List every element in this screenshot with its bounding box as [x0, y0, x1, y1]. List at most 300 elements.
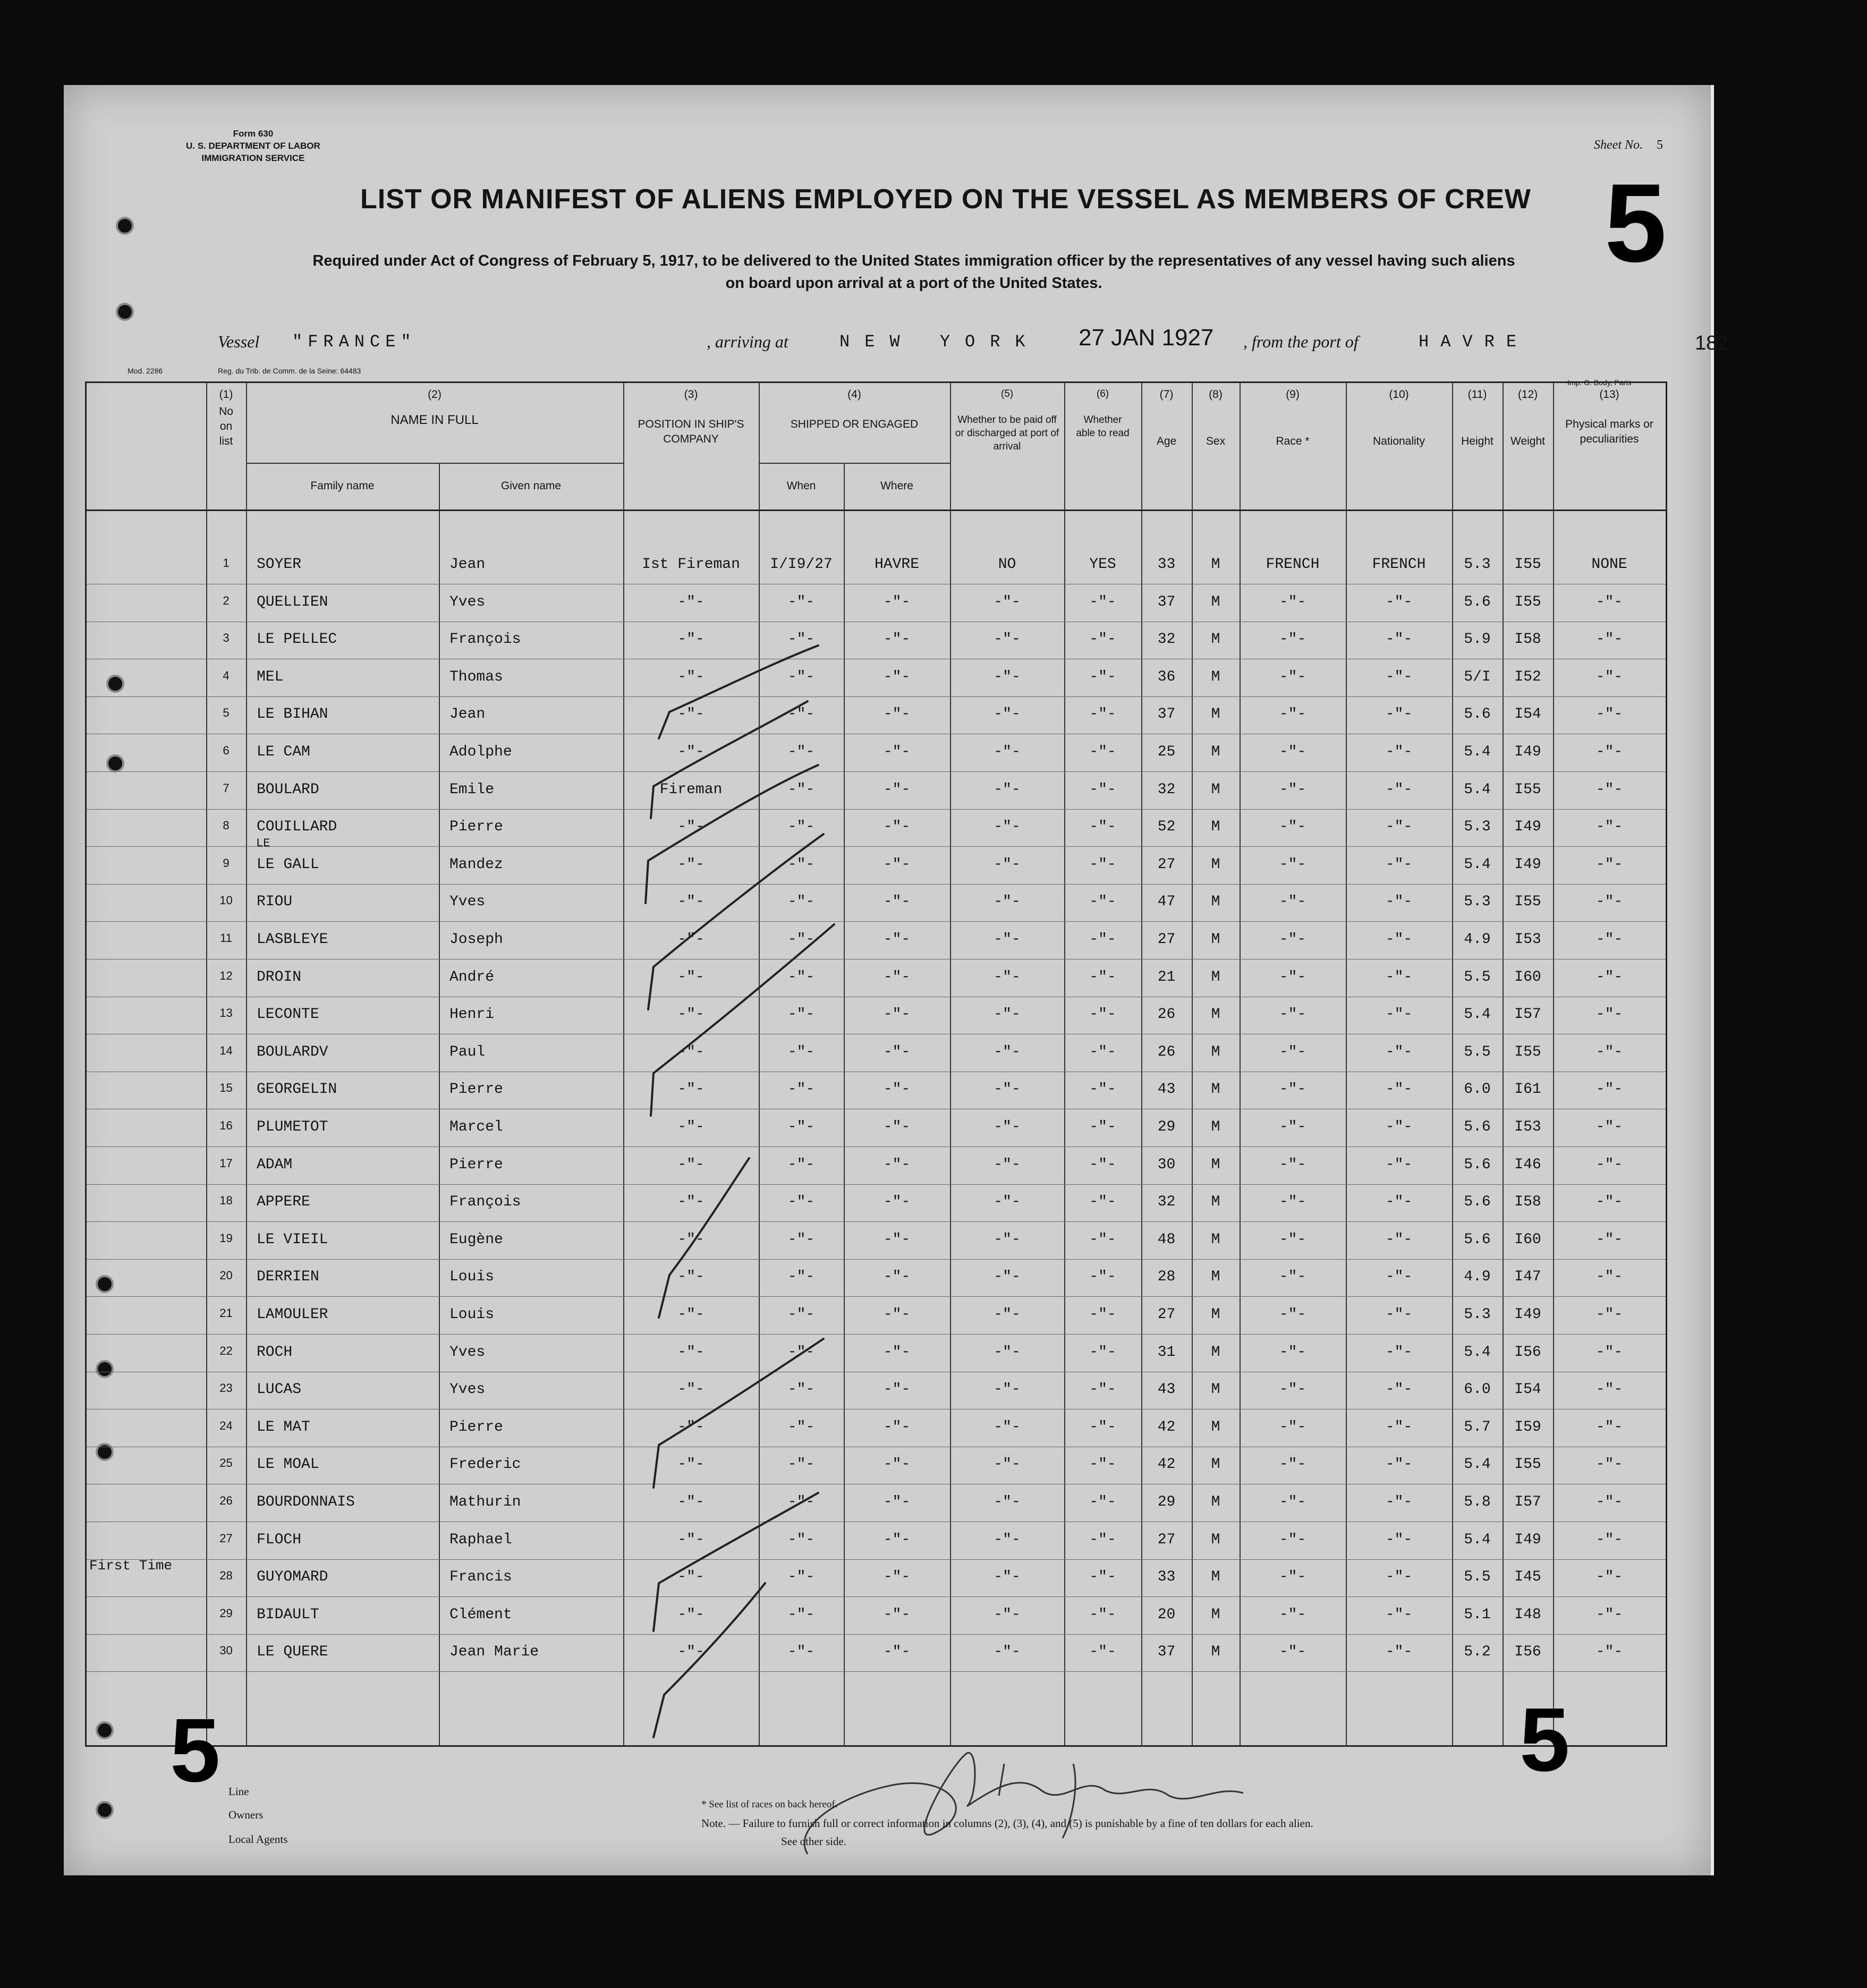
cell-family-name: APPERE: [257, 1194, 310, 1211]
row-rule: [87, 1146, 1666, 1147]
cell-weight: I49: [1514, 744, 1541, 760]
cell-height: 4.9: [1464, 1269, 1491, 1286]
cell-able-to-read: -"-: [1089, 781, 1116, 798]
cell-age: 47: [1157, 894, 1176, 911]
cell-given-name: Pierre: [449, 1156, 503, 1173]
cell-shipped-where: -"-: [883, 894, 911, 911]
cell-shipped-where: -"-: [883, 1194, 911, 1211]
cell-height: 5.4: [1464, 1344, 1491, 1361]
cell-family-name: LE BIHAN: [257, 706, 328, 723]
cell-race: -"-: [1279, 1269, 1306, 1286]
cell-sex: M: [1211, 706, 1220, 723]
col11-header: (11) Height: [1461, 388, 1493, 447]
cell-weight: I55: [1514, 894, 1541, 911]
cell-row-number: 26: [219, 1494, 233, 1507]
cell-able-to-read: -"-: [1089, 968, 1116, 985]
cell-age: 43: [1157, 1081, 1176, 1098]
table-row: [87, 661, 1666, 699]
cell-family-name: ADAM: [257, 1156, 293, 1173]
cell-shipped-where: -"-: [883, 744, 911, 760]
cell-age: 37: [1157, 706, 1176, 723]
cell-shipped-where: -"-: [883, 1306, 911, 1323]
table-row: [87, 774, 1666, 811]
cell-weight: I58: [1514, 631, 1541, 648]
cell-given-name: Pierre: [449, 1418, 503, 1435]
printer-line: Imp. G. Body, Paris: [1567, 378, 1632, 387]
cell-row-number: 24: [219, 1418, 233, 1432]
department-name: U. S. DEPARTMENT OF LABOR: [186, 141, 320, 151]
table-row: [87, 1486, 1666, 1524]
cell-given-name: Thomas: [449, 668, 503, 685]
cell-age: 29: [1157, 1119, 1176, 1135]
cell-able-to-read: -"-: [1089, 819, 1116, 836]
cell-weight: I55: [1514, 781, 1541, 798]
cell-able-to-read: -"-: [1089, 1006, 1116, 1023]
cell-position: -"-: [677, 894, 705, 911]
inspector-signature: [776, 1732, 1275, 1859]
cell-nationality: -"-: [1385, 1418, 1413, 1435]
cell-height: 5.6: [1464, 1119, 1491, 1135]
cell-family-name: LE GALL: [257, 856, 319, 873]
cell-shipped-when: -"-: [787, 1418, 815, 1435]
cell-paid-off: -"-: [994, 1156, 1021, 1173]
cell-given-name: Adolphe: [449, 744, 512, 760]
cell-weight: I49: [1514, 819, 1541, 836]
cell-family-name: GEORGELIN: [257, 1081, 337, 1098]
penalty-note: Note. — Failure to furnish full or correct information in columns (2), (3), (4), and (5) is punishable by a fine of ten dollars for each alien.: [701, 1817, 1313, 1830]
cell-family-name: LE PELLEC: [257, 631, 337, 648]
page-title: LIST OR MANIFEST OF ALIENS EMPLOYED ON THE VESSEL AS MEMBERS OF CREW: [360, 184, 1531, 215]
cell-shipped-when: -"-: [787, 1531, 815, 1548]
cell-sex: M: [1211, 894, 1220, 911]
cell-nationality: -"-: [1385, 1119, 1413, 1135]
punch-hole: [116, 217, 134, 235]
cell-row-number: 15: [219, 1081, 233, 1095]
cell-height: 6.0: [1464, 1081, 1491, 1098]
cell-nationality: -"-: [1385, 706, 1413, 723]
cell-paid-off: -"-: [994, 1231, 1021, 1248]
cell-sex: M: [1211, 1119, 1220, 1135]
cell-given-name: Yves: [449, 1344, 486, 1361]
cell-position: -"-: [677, 593, 705, 610]
cell-race: -"-: [1279, 1156, 1306, 1173]
vessel-name: "FRANCE": [292, 332, 417, 352]
cell-age: 28: [1157, 1269, 1176, 1286]
table-row: [87, 886, 1666, 923]
cell-physical-marks: -"-: [1596, 1344, 1623, 1361]
cell-age: 48: [1157, 1231, 1176, 1248]
cell-row-number: 21: [219, 1306, 233, 1320]
form-header: [186, 128, 320, 164]
cell-able-to-read: -"-: [1089, 931, 1116, 948]
cell-weight: I55: [1514, 556, 1541, 573]
cell-paid-off: -"-: [994, 819, 1021, 836]
cell-race: -"-: [1279, 1194, 1306, 1211]
cell-height: 6.0: [1464, 1381, 1491, 1398]
cell-weight: I48: [1514, 1606, 1541, 1623]
cell-height: 5.4: [1464, 1006, 1491, 1023]
cell-physical-marks: -"-: [1596, 1156, 1623, 1173]
manifest-sheet: [64, 85, 1729, 1875]
cell-position: -"-: [677, 706, 705, 723]
cell-physical-marks: -"-: [1596, 631, 1623, 648]
cell-shipped-when: -"-: [787, 1381, 815, 1398]
cell-nationality: -"-: [1385, 1081, 1413, 1098]
cell-weight: I49: [1514, 1306, 1541, 1323]
table-row: [87, 1524, 1666, 1561]
cell-age: 26: [1157, 1006, 1176, 1023]
cell-able-to-read: -"-: [1089, 668, 1116, 685]
cell-given-name: Eugène: [449, 1231, 503, 1248]
cell-family-name: BIDAULT: [257, 1606, 319, 1623]
cell-height: 5.5: [1464, 1043, 1491, 1060]
cell-weight: I45: [1514, 1569, 1541, 1586]
row-rule: [87, 1559, 1666, 1560]
cell-age: 36: [1157, 668, 1176, 685]
cell-family-name: COUILLARD: [257, 819, 337, 836]
cell-position: -"-: [677, 819, 705, 836]
family-name-header: Family name: [310, 480, 375, 492]
cell-shipped-when: -"-: [787, 668, 815, 685]
table-row: [87, 1186, 1666, 1224]
cell-position: -"-: [677, 1569, 705, 1586]
cell-able-to-read: -"-: [1089, 1231, 1116, 1248]
cell-age: 37: [1157, 1644, 1176, 1661]
cell-family-name: BOURDONNAIS: [257, 1494, 355, 1510]
cell-age: 31: [1157, 1344, 1176, 1361]
cell-shipped-when: -"-: [787, 1644, 815, 1661]
cell-shipped-when: -"-: [787, 1043, 815, 1060]
cell-shipped-when: -"-: [787, 593, 815, 610]
cell-age: 27: [1157, 931, 1176, 948]
cell-row-number: 7: [223, 781, 230, 795]
cell-shipped-where: -"-: [883, 1569, 911, 1586]
cell-nationality: -"-: [1385, 856, 1413, 873]
cell-shipped-where: -"-: [883, 1269, 911, 1286]
cell-family-name: SOYER: [257, 556, 302, 573]
cell-shipped-where: -"-: [883, 931, 911, 948]
from-label: , from the port of: [1243, 332, 1359, 351]
cell-height: 5/I: [1464, 668, 1491, 685]
cell-age: 32: [1157, 1194, 1176, 1211]
cell-physical-marks: -"-: [1596, 1081, 1623, 1098]
cell-paid-off: -"-: [994, 1269, 1021, 1286]
cell-nationality: -"-: [1385, 1231, 1413, 1248]
cell-race: -"-: [1279, 668, 1306, 685]
cell-position: -"-: [677, 1418, 705, 1435]
table-row: [87, 1149, 1666, 1186]
cell-shipped-where: -"-: [883, 1043, 911, 1060]
cell-weight: I49: [1514, 1531, 1541, 1548]
cell-paid-off: -"-: [994, 1119, 1021, 1135]
cell-physical-marks: -"-: [1596, 1418, 1623, 1435]
cell-position: -"-: [677, 1081, 705, 1098]
cell-able-to-read: -"-: [1089, 1119, 1116, 1135]
cell-physical-marks: -"-: [1596, 1644, 1623, 1661]
col6-header: (6) Whether able to read: [1076, 388, 1130, 439]
cell-height: 5.5: [1464, 1569, 1491, 1586]
cell-sex: M: [1211, 1306, 1220, 1323]
table-row: [87, 924, 1666, 961]
cell-height: 5.4: [1464, 856, 1491, 873]
cell-row-number: 18: [219, 1194, 233, 1208]
sheet-number: [1594, 138, 1663, 152]
table-row: [87, 587, 1666, 624]
cell-height: 4.9: [1464, 931, 1491, 948]
cell-weight: I54: [1514, 1381, 1541, 1398]
cell-position: -"-: [677, 968, 705, 985]
cell-able-to-read: -"-: [1089, 1344, 1116, 1361]
cell-given-name: Marcel: [449, 1119, 503, 1135]
cell-paid-off: -"-: [994, 1006, 1021, 1023]
cell-paid-off: -"-: [994, 781, 1021, 798]
table-row: [87, 1037, 1666, 1074]
cell-weight: I57: [1514, 1006, 1541, 1023]
cell-given-name: Yves: [449, 593, 486, 610]
table-row: [87, 999, 1666, 1036]
service-name: IMMIGRATION SERVICE: [201, 153, 305, 163]
cell-row-number: 1: [223, 556, 230, 570]
cell-sex: M: [1211, 1344, 1220, 1361]
row-rule: [87, 1634, 1666, 1635]
cell-paid-off: -"-: [994, 1043, 1021, 1060]
cell-weight: I60: [1514, 1231, 1541, 1248]
cell-race: -"-: [1279, 706, 1306, 723]
cell-given-name: Pierre: [449, 1081, 503, 1098]
cell-given-name: Pierre: [449, 819, 503, 836]
cell-sex: M: [1211, 556, 1220, 573]
cell-shipped-where: HAVRE: [874, 556, 919, 573]
cell-shipped-where: -"-: [883, 781, 911, 798]
cell-sex: M: [1211, 1644, 1220, 1661]
cell-given-name: Clément: [449, 1606, 512, 1623]
cell-nationality: -"-: [1385, 668, 1413, 685]
cell-row-number: 17: [219, 1156, 233, 1170]
cell-position: -"-: [677, 1494, 705, 1510]
arrival-date: 27 JAN 1927: [1079, 325, 1214, 351]
cell-weight: I52: [1514, 668, 1541, 685]
vessel-line: [218, 325, 1748, 359]
cell-position: -"-: [677, 1644, 705, 1661]
cell-height: 5.6: [1464, 1156, 1491, 1173]
cell-age: 21: [1157, 968, 1176, 985]
cell-physical-marks: -"-: [1596, 1269, 1623, 1286]
cell-row-number: 29: [219, 1606, 233, 1620]
cell-position: -"-: [677, 1156, 705, 1173]
cell-position: -"-: [677, 1231, 705, 1248]
cell-age: 27: [1157, 856, 1176, 873]
cell-shipped-where: -"-: [883, 668, 911, 685]
cell-able-to-read: -"-: [1089, 1269, 1116, 1286]
cell-age: 42: [1157, 1456, 1176, 1473]
from-port: HAVRE: [1419, 332, 1529, 352]
table-row: [87, 1074, 1666, 1111]
row-rule: [87, 696, 1666, 697]
col7-header: (7) Age: [1156, 388, 1177, 447]
cell-race: -"-: [1279, 1344, 1306, 1361]
cell-family-name: LE VIEIL: [257, 1231, 328, 1248]
cell-family-name: LAMOULER: [257, 1306, 328, 1323]
cell-row-number: 2: [223, 593, 230, 607]
cell-weight: I56: [1514, 1344, 1541, 1361]
cell-height: 5.5: [1464, 968, 1491, 985]
cell-physical-marks: -"-: [1596, 894, 1623, 911]
cell-nationality: -"-: [1385, 894, 1413, 911]
cell-shipped-when: -"-: [787, 706, 815, 723]
cell-race: -"-: [1279, 1119, 1306, 1135]
cell-family-name: MEL: [257, 668, 284, 685]
cell-able-to-read: -"-: [1089, 593, 1116, 610]
cell-sex: M: [1211, 1531, 1220, 1548]
cell-sex: M: [1211, 931, 1220, 948]
cell-able-to-read: -"-: [1089, 1043, 1116, 1060]
cell-given-name: André: [449, 968, 495, 985]
cell-given-name: Yves: [449, 1381, 486, 1398]
cell-age: 42: [1157, 1418, 1176, 1435]
sheet-number-value: 5: [1657, 138, 1663, 152]
big-sheet-number: 5: [1605, 160, 1667, 285]
cell-height: 5.3: [1464, 556, 1491, 573]
cell-family-name: LE MAT: [257, 1418, 310, 1435]
cell-physical-marks: -"-: [1596, 1606, 1623, 1623]
cell-weight: I49: [1514, 856, 1541, 873]
cell-position: -"-: [677, 1006, 705, 1023]
cell-physical-marks: -"-: [1596, 1531, 1623, 1548]
cell-nationality: -"-: [1385, 1156, 1413, 1173]
cell-row-number: 12: [219, 968, 233, 982]
cell-able-to-read: -"-: [1089, 1531, 1116, 1548]
cell-physical-marks: -"-: [1596, 668, 1623, 685]
cell-sex: M: [1211, 593, 1220, 610]
cell-race: FRENCH: [1266, 556, 1320, 573]
cell-shipped-where: -"-: [883, 1456, 911, 1473]
arriving-port: NEW YORK: [839, 332, 1040, 352]
cell-height: 5.4: [1464, 781, 1491, 798]
cell-age: 20: [1157, 1606, 1176, 1623]
cell-shipped-where: -"-: [883, 1344, 911, 1361]
cell-sex: M: [1211, 1006, 1220, 1023]
cell-race: -"-: [1279, 1569, 1306, 1586]
cell-family-name: QUELLIEN: [257, 593, 328, 610]
cell-family-name: LUCAS: [257, 1381, 302, 1398]
cell-physical-marks: -"-: [1596, 1043, 1623, 1060]
where-header: Where: [880, 480, 913, 492]
cell-paid-off: -"-: [994, 1194, 1021, 1211]
cell-able-to-read: -"-: [1089, 1456, 1116, 1473]
cell-paid-off: -"-: [994, 1081, 1021, 1098]
table-row: [87, 1337, 1666, 1374]
cell-nationality: -"-: [1385, 593, 1413, 610]
cell-row-number: 9: [223, 856, 230, 870]
cell-given-name: Mathurin: [449, 1494, 521, 1510]
cell-row-number: 23: [219, 1381, 233, 1395]
handwritten-annotation: LE: [256, 837, 270, 850]
cell-paid-off: -"-: [994, 1381, 1021, 1398]
row-rule: [87, 1221, 1666, 1222]
cell-row-number: 25: [219, 1456, 233, 1470]
cell-given-name: Louis: [449, 1269, 495, 1286]
cell-position: -"-: [677, 1306, 705, 1323]
row-rule: [87, 771, 1666, 772]
cell-height: 5.7: [1464, 1418, 1491, 1435]
cell-paid-off: -"-: [994, 668, 1021, 685]
cell-race: -"-: [1279, 1306, 1306, 1323]
cell-shipped-where: -"-: [883, 1644, 911, 1661]
cell-able-to-read: -"-: [1089, 856, 1116, 873]
table-row: [87, 849, 1666, 886]
table-row: [87, 549, 1666, 586]
cell-race: -"-: [1279, 856, 1306, 873]
cell-race: -"-: [1279, 931, 1306, 948]
cell-race: -"-: [1279, 593, 1306, 610]
cell-position: -"-: [677, 1194, 705, 1211]
cell-age: 33: [1157, 1569, 1176, 1586]
cell-shipped-where: -"-: [883, 631, 911, 648]
cell-position: -"-: [677, 1531, 705, 1548]
cell-nationality: -"-: [1385, 1531, 1413, 1548]
cell-position: Ist Fireman: [642, 556, 740, 573]
cell-able-to-read: -"-: [1089, 1156, 1116, 1173]
punch-hole: [116, 303, 134, 321]
mod-line: Mod. 2286: [128, 367, 163, 375]
crew-table: [85, 381, 1667, 1747]
cell-shipped-when: -"-: [787, 1494, 815, 1510]
cell-shipped-when: -"-: [787, 1006, 815, 1023]
cell-race: -"-: [1279, 631, 1306, 648]
cell-physical-marks: -"-: [1596, 593, 1623, 610]
cell-paid-off: -"-: [994, 744, 1021, 760]
table-row: [87, 736, 1666, 774]
given-name-header: Given name: [500, 480, 562, 492]
cell-sex: M: [1211, 1606, 1220, 1623]
cell-race: -"-: [1279, 1456, 1306, 1473]
cell-position: -"-: [677, 1606, 705, 1623]
cell-weight: I57: [1514, 1494, 1541, 1510]
cell-nationality: -"-: [1385, 1606, 1413, 1623]
cell-able-to-read: -"-: [1089, 1418, 1116, 1435]
cell-shipped-when: -"-: [787, 1306, 815, 1323]
cell-sex: M: [1211, 1456, 1220, 1473]
cell-shipped-when: -"-: [787, 968, 815, 985]
cell-age: 33: [1157, 556, 1176, 573]
cell-nationality: -"-: [1385, 744, 1413, 760]
footer-line-label: Line: [228, 1785, 249, 1798]
arriving-label: , arriving at: [707, 332, 788, 351]
cell-age: 25: [1157, 744, 1176, 760]
cell-nationality: -"-: [1385, 1344, 1413, 1361]
cell-able-to-read: -"-: [1089, 1306, 1116, 1323]
pencil-check-marks: [595, 489, 871, 1753]
cell-weight: I54: [1514, 706, 1541, 723]
cell-able-to-read: -"-: [1089, 1194, 1116, 1211]
cell-given-name: Francis: [449, 1569, 512, 1586]
cell-given-name: Raphael: [449, 1531, 512, 1548]
cell-physical-marks: -"-: [1596, 819, 1623, 836]
cell-race: -"-: [1279, 1606, 1306, 1623]
cell-sex: M: [1211, 1194, 1220, 1211]
row-rule: [87, 846, 1666, 847]
cell-physical-marks: -"-: [1596, 931, 1623, 948]
footer-owners-label: Owners: [228, 1808, 264, 1821]
footer-sheet-number-left: 5: [170, 1700, 220, 1801]
table-row: [87, 962, 1666, 999]
table-row: [87, 1449, 1666, 1486]
cell-position: -"-: [677, 856, 705, 873]
cell-row-number: 3: [223, 631, 230, 645]
cell-position: -"-: [677, 1043, 705, 1060]
cell-shipped-where: -"-: [883, 1418, 911, 1435]
cell-weight: I53: [1514, 1119, 1541, 1135]
